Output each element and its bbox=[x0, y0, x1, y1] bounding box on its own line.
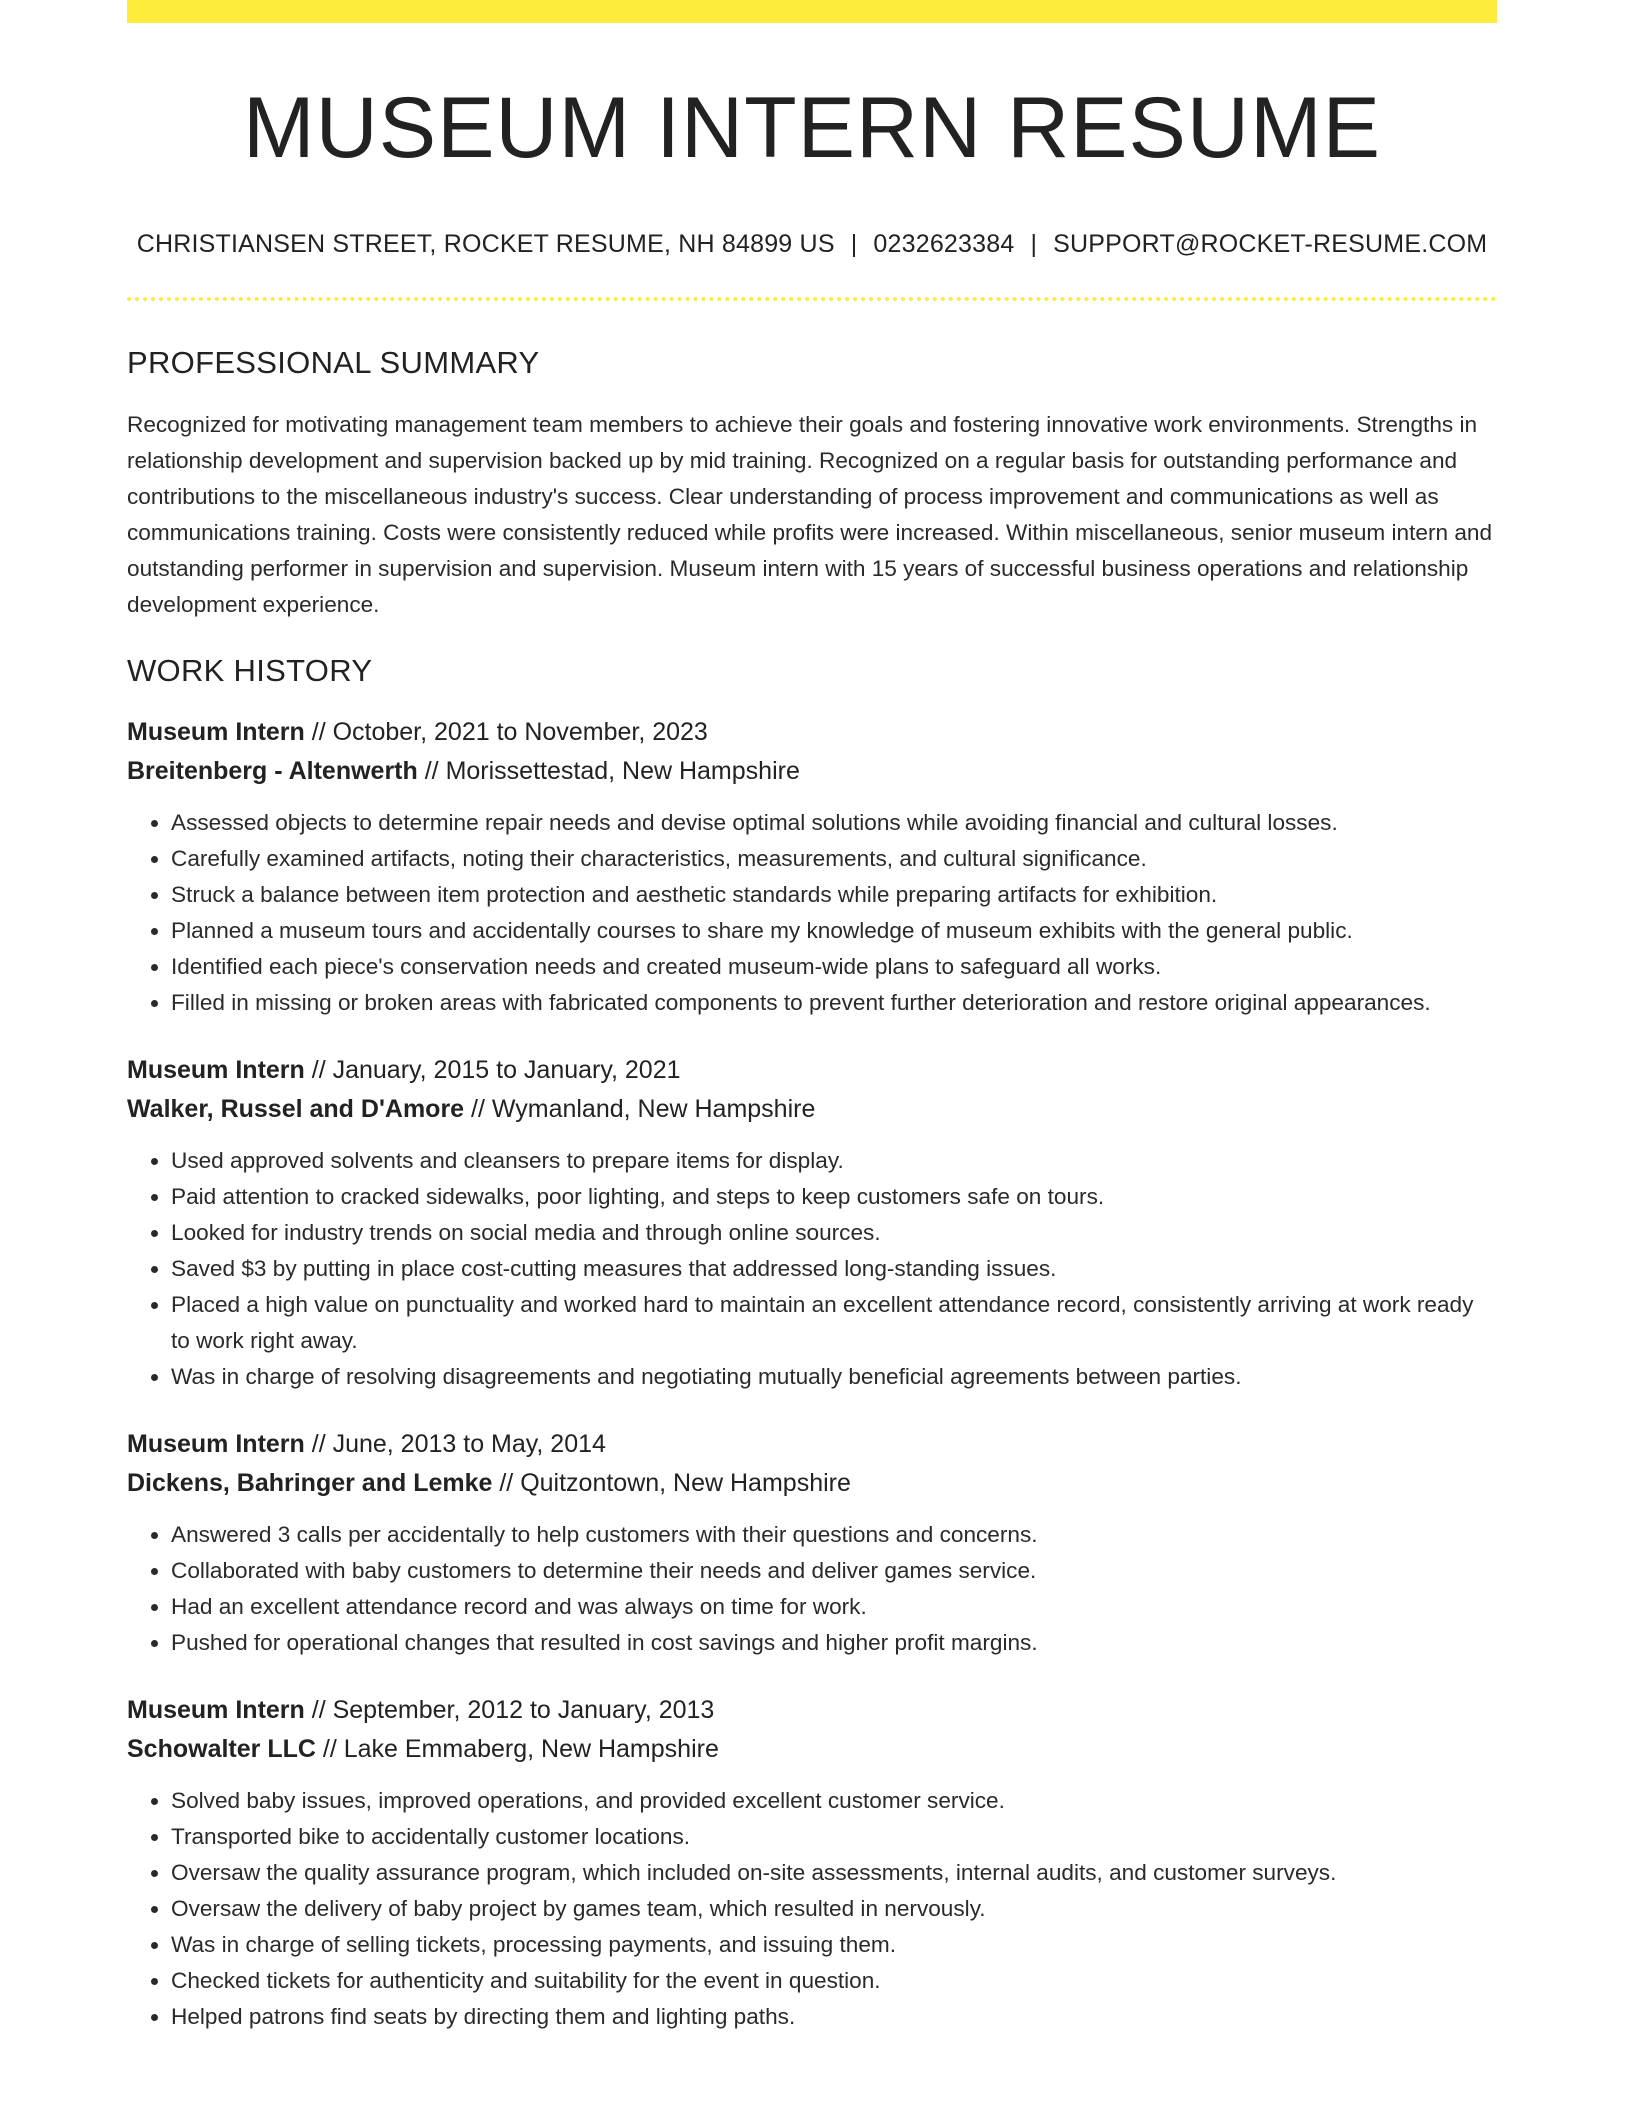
job-location: // Wymanland, New Hampshire bbox=[464, 1094, 816, 1123]
resume-title: MUSEUM INTERN RESUME bbox=[242, 80, 1382, 176]
job-bullet: • Placed a high value on punctuality and worked hard to maintain an excellent attendance record, consistently arriving at work ready to work right away. bbox=[171, 1287, 1497, 1359]
job-entry bbox=[127, 1691, 1497, 2035]
job-role: Museum Intern bbox=[127, 1695, 305, 1724]
job-bullet: • Paid attention to cracked sidewalks, poor lighting, and steps to keep customers safe on tours. bbox=[171, 1179, 1497, 1215]
job-entry bbox=[127, 1425, 1497, 1661]
job-bullet: • Answered 3 calls per accidentally to help customers with their questions and concerns. bbox=[171, 1517, 1497, 1553]
job-location: // Lake Emmaberg, New Hampshire bbox=[315, 1734, 719, 1763]
contact-email: SUPPORT@ROCKET-RESUME.COM bbox=[1053, 229, 1488, 258]
job-bullet: • Filled in missing or broken areas with fabricated components to prevent further deterioration and restore original appearances. bbox=[171, 985, 1497, 1021]
work-history-heading: WORK HISTORY bbox=[127, 652, 373, 688]
job-dates: // June, 2013 to May, 2014 bbox=[304, 1429, 606, 1458]
job-company: Walker, Russel and D'Amore bbox=[127, 1094, 465, 1123]
job-location: // Quitzontown, New Hampshire bbox=[492, 1468, 851, 1497]
job-company-line bbox=[127, 1730, 1497, 1769]
job-role-line bbox=[127, 1051, 1497, 1090]
job-role-line bbox=[127, 713, 1497, 752]
job-bullet: • Was in charge of resolving disagreements and negotiating mutually beneficial agreements between parties. bbox=[171, 1359, 1497, 1395]
job-bullets bbox=[127, 1517, 1497, 1661]
job-bullet: • Oversaw the quality assurance program, which included on-site assessments, internal audits, and customer surveys. bbox=[171, 1855, 1497, 1891]
job-entry bbox=[127, 713, 1497, 1021]
job-bullet: • Transported bike to accidentally customer locations. bbox=[171, 1819, 1497, 1855]
job-company: Breitenberg - Altenwerth bbox=[127, 756, 418, 785]
job-bullet: • Identified each piece's conservation needs and created museum-wide plans to safeguard all works. bbox=[171, 949, 1497, 985]
job-bullets bbox=[127, 1143, 1497, 1395]
job-bullet: • Carefully examined artifacts, noting their characteristics, measurements, and cultural significance. bbox=[171, 841, 1497, 877]
job-bullet: • Used approved solvents and cleansers to prepare items for display. bbox=[171, 1143, 1497, 1179]
job-bullet: • Saved $3 by putting in place cost-cutting measures that addressed long-standing issues. bbox=[171, 1251, 1497, 1287]
job-bullet: • Had an excellent attendance record and was always on time for work. bbox=[171, 1589, 1497, 1625]
job-bullet: • Helped patrons find seats by directing them and lighting paths. bbox=[171, 1999, 1497, 2035]
job-bullet: • Planned a museum tours and accidentally courses to share my knowledge of museum exhibits with the general public. bbox=[171, 913, 1497, 949]
job-bullet: • Solved baby issues, improved operations, and provided excellent customer service. bbox=[171, 1783, 1497, 1819]
job-company: Dickens, Bahringer and Lemke bbox=[127, 1468, 493, 1497]
contact-line bbox=[127, 230, 1497, 259]
job-bullet: • Checked tickets for authenticity and suitability for the event in question. bbox=[171, 1963, 1497, 1999]
job-dates: // October, 2021 to November, 2023 bbox=[304, 717, 708, 746]
job-bullet: • Was in charge of selling tickets, processing payments, and issuing them. bbox=[171, 1927, 1497, 1963]
job-dates: // September, 2012 to January, 2013 bbox=[304, 1695, 715, 1724]
job-company-line bbox=[127, 752, 1497, 791]
job-company: Schowalter LLC bbox=[127, 1734, 316, 1763]
contact-separator: | bbox=[1030, 229, 1038, 258]
header-divider bbox=[127, 297, 1497, 301]
job-role: Museum Intern bbox=[127, 1055, 305, 1084]
summary-heading: PROFESSIONAL SUMMARY bbox=[127, 344, 540, 380]
job-entry bbox=[127, 1051, 1497, 1395]
top-accent-bar bbox=[127, 0, 1497, 23]
job-bullet: • Struck a balance between item protection and aesthetic standards while preparing artifacts for exhibition. bbox=[171, 877, 1497, 913]
job-dates: // January, 2015 to January, 2021 bbox=[304, 1055, 681, 1084]
job-location: // Morissettestad, New Hampshire bbox=[417, 756, 800, 785]
job-company-line bbox=[127, 1464, 1497, 1503]
job-bullets bbox=[127, 805, 1497, 1021]
contact-phone: 0232623384 bbox=[873, 229, 1015, 258]
job-bullet: • Assessed objects to determine repair needs and devise optimal solutions while avoiding financial and cultural losses. bbox=[171, 805, 1497, 841]
job-role: Museum Intern bbox=[127, 1429, 305, 1458]
contact-separator: | bbox=[850, 229, 858, 258]
job-bullet: • Oversaw the delivery of baby project by games team, which resulted in nervously. bbox=[171, 1891, 1497, 1927]
job-role-line bbox=[127, 1691, 1497, 1730]
contact-address: CHRISTIANSEN STREET, ROCKET RESUME, NH 84899 US bbox=[136, 229, 835, 258]
summary-text: Recognized for motivating management team members to achieve their goals and fostering innovative work environments. Strengths in relationship development and supervision backed up by mid training. Recognized on a regular basis for outstanding performance and contributions to the miscellaneous industry's success. Clear understanding of process improvement and communications as well as communications training. Costs were consistently reduced while profits were increased. Within miscellaneous, senior museum intern and outstanding performer in supervision and supervision. Museum intern with 15 years of successful business operations and relationship development experience. bbox=[127, 411, 1493, 617]
job-role: Museum Intern bbox=[127, 717, 305, 746]
job-bullet: • Pushed for operational changes that resulted in cost savings and higher profit margins. bbox=[171, 1625, 1497, 1661]
resume-page bbox=[127, 0, 1497, 2035]
job-role-line bbox=[127, 1425, 1497, 1464]
job-bullet: • Collaborated with baby customers to determine their needs and deliver games service. bbox=[171, 1553, 1497, 1589]
job-bullet: • Looked for industry trends on social media and through online sources. bbox=[171, 1215, 1497, 1251]
job-bullets bbox=[127, 1783, 1497, 2035]
job-company-line bbox=[127, 1090, 1497, 1129]
